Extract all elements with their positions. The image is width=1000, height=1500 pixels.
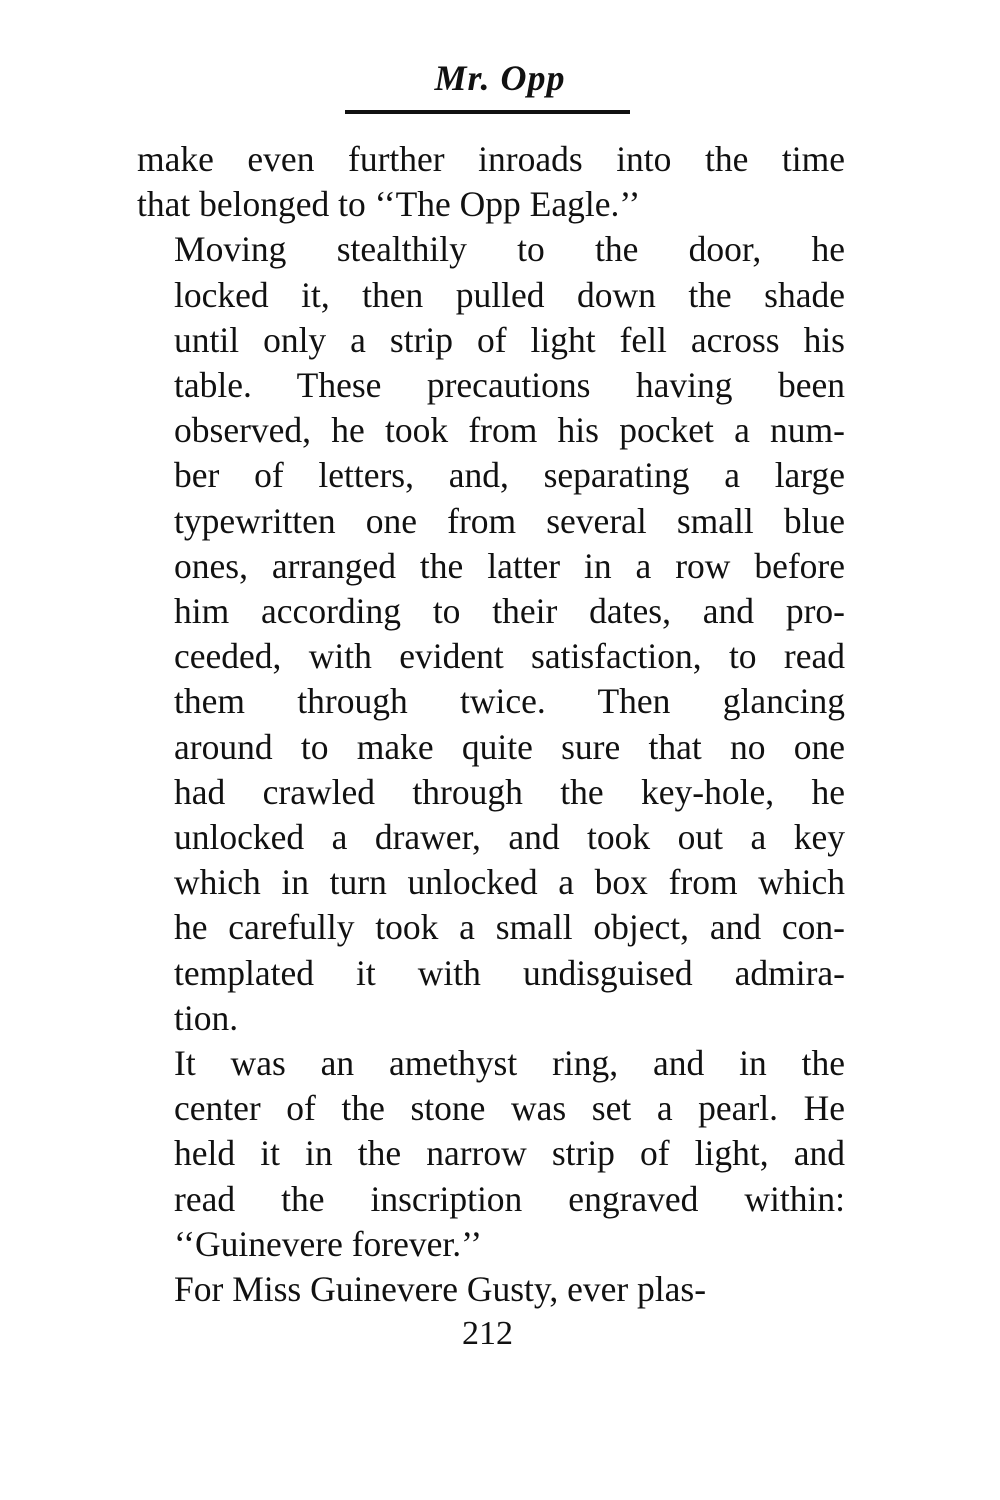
text-line: that belonged to ‘‘The Opp Eagle.’’ [137,184,641,225]
text-line: locked it, then pulled down the shade [174,274,845,315]
text-line: him according to their dates, and pro- [174,591,845,632]
text-line: which in turn unlocked a box from which [174,862,845,903]
text-line: templated it with undisguised admira- [174,952,845,993]
paragraph [137,1267,845,1312]
text-line: had crawled through the key-hole, he [174,771,845,812]
text-line: tion. [174,997,239,1038]
text-line: ones, arranged the latter in a row before [174,545,845,586]
text-line: make even further inroads into the time [137,139,845,179]
paragraph-continuation [137,137,845,227]
text-line: It was an amethyst ring, and in the [174,1043,845,1084]
text-line: he carefully took a small object, and con- [174,907,845,948]
text-line: them through twice. Then glancing [174,681,845,722]
text-line: held it in the narrow strip of light, and [174,1133,845,1174]
paragraph [137,227,845,1041]
text-line: Moving stealthily to the door, he [174,229,845,270]
text-line: ber of letters, and, separating a large [174,455,845,496]
text-line: read the inscription engraved within: [174,1178,845,1219]
text-line: table. These precautions having been [174,365,845,406]
text-line: For Miss Guinevere Gusty, ever plas- [174,1269,707,1310]
page-number: 212 [462,1315,513,1352]
text-line: typewritten one from several small blue [174,500,845,541]
header-rule [345,110,630,114]
text-line: ceeded, with evident satisfaction, to read [174,636,845,677]
text-line: around to make quite sure that no one [174,726,845,767]
body-text [137,137,845,1312]
text-line: unlocked a drawer, and took out a key [174,817,845,858]
text-line: until only a strip of light fell across his [174,319,845,360]
running-title: Mr. Opp [434,58,566,98]
text-line: center of the stone was set a pearl. He [174,1088,845,1129]
text-line: observed, he took from his pocket a num- [174,410,845,451]
paragraph [137,1041,845,1267]
text-line: ‘‘Guinevere forever.’’ [174,1223,483,1264]
